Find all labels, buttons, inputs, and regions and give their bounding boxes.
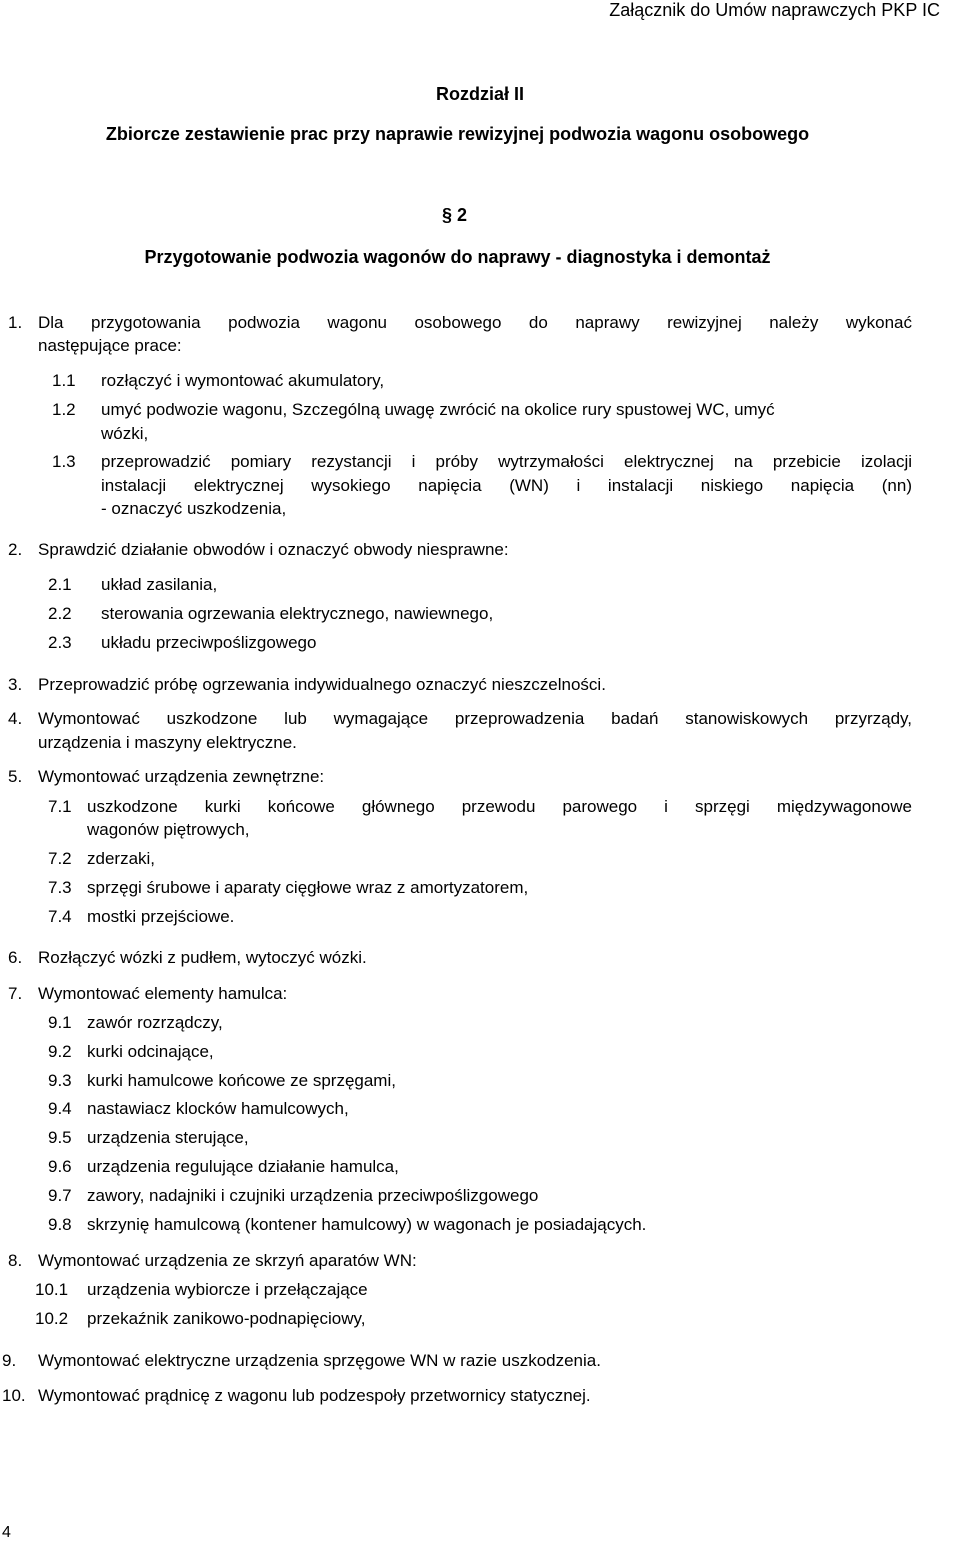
item-2-number: 2. <box>8 540 23 559</box>
item-7-6-text: urządzenia regulujące działanie hamulca, <box>87 1157 399 1176</box>
item-7-4-text: nastawiacz klocków hamulcowych, <box>87 1099 349 1118</box>
item-1-number: 1. <box>8 313 23 332</box>
item-4-number: 4. <box>8 709 23 728</box>
item-7-7-number: 9.7 <box>48 1186 72 1205</box>
item-2-3-number: 2.3 <box>48 633 72 652</box>
item-7-8-number: 9.8 <box>48 1215 72 1234</box>
item-1-3-number: 1.3 <box>52 452 76 471</box>
item-8-2-number: 10.2 <box>35 1309 69 1328</box>
item-5-text: Wymontować urządzenia zewnętrzne: <box>38 767 325 786</box>
document-title: Zbiorcze zestawienie prac przy naprawie rewizyjnej podwozia wagonu osobowego <box>105 124 810 144</box>
item-8-1-number: 10.1 <box>35 1280 69 1299</box>
item-7-8-text: skrzynię hamulcową (kontener hamulcowy) w wagonach je posiadających. <box>87 1215 647 1234</box>
item-2-1-text: układ zasilania, <box>101 575 218 594</box>
item-5-4-number: 7.4 <box>48 907 72 926</box>
section-number: 2 <box>457 205 468 225</box>
section-symbol <box>442 205 467 226</box>
item-7-6-number: 9.6 <box>48 1157 72 1176</box>
page-number: 4 <box>2 1524 11 1541</box>
item-2-2-text: sterowania ogrzewania elektrycznego, nawiewnego, <box>101 604 494 623</box>
item-5-2-number: 7.2 <box>48 849 72 868</box>
item-7-2-number: 9.2 <box>48 1042 72 1061</box>
item-7-3-text: kurki hamulcowe końcowe ze sprzęgami, <box>87 1071 396 1090</box>
item-6-text: Rozłączyć wózki z pudłem, wytoczyć wózki. <box>38 948 367 967</box>
item-5-3-number: 7.3 <box>48 878 72 897</box>
item-5-3-text: sprzęgi śrubowe i aparaty cięgłowe wraz z amortyzatorem, <box>87 878 529 897</box>
item-10-text: Wymontować prądnicę z wagonu lub podzespoły przetwornicy statycznej. <box>38 1386 591 1405</box>
item-2-text: Sprawdzić działanie obwodów i oznaczyć obwody niesprawne: <box>38 540 509 559</box>
item-2-2-number: 2.2 <box>48 604 72 623</box>
item-5-1-text-line1: uszkodzone kurki końcowe głównego przewodu parowego i sprzęgi międzywagonowe <box>87 797 912 816</box>
item-8-text: Wymontować urządzenia ze skrzyń aparatów WN: <box>38 1251 417 1270</box>
item-1-3-text-line2: instalacji elektrycznej wysokiego napięcia (WN) i instalacji niskiego napięcia (nn) <box>101 476 912 495</box>
item-2-3-text: układu przeciwpoślizgowego <box>101 633 317 652</box>
chapter-title: Rozdział II <box>435 84 524 104</box>
item-7-2-text: kurki odcinające, <box>87 1042 214 1061</box>
item-10-number: 10. <box>2 1386 26 1405</box>
item-3-number: 3. <box>8 675 23 694</box>
item-8-2-text: przekaźnik zanikowo-podnapięciowy, <box>87 1309 366 1328</box>
item-1-3-text-line1: przeprowadzić pomiary rezystancji i próby wytrzymałości elektrycznej na przebicie izolacji <box>101 452 912 471</box>
item-9-number: 9. <box>2 1351 17 1370</box>
item-8-number: 8. <box>8 1251 23 1270</box>
item-7-1-number: 9.1 <box>48 1013 72 1032</box>
item-1-3-text-line3: - oznaczyć uszkodzenia, <box>101 499 287 518</box>
item-7-1-text: zawór rozrządczy, <box>87 1013 223 1032</box>
item-4-text-line2: urządzenia i maszyny elektryczne. <box>38 733 297 752</box>
item-6-number: 6. <box>8 948 23 967</box>
item-2-1-number: 2.1 <box>48 575 72 594</box>
item-4-text-line1: Wymontować uszkodzone lub wymagające przeprowadzenia badań stanowiskowych przyrządy, <box>38 709 912 728</box>
item-5-4-text: mostki przejściowe. <box>87 907 235 926</box>
item-5-number: 5. <box>8 767 23 786</box>
item-1-2-text-line1: umyć podwozie wagonu, Szczególną uwagę zwrócić na okolice rury spustowej WC, umyć <box>101 400 775 419</box>
item-3-text: Przeprowadzić próbę ogrzewania indywidualnego oznaczyć nieszczelności. <box>38 675 606 694</box>
item-1-text-line1: Dla przygotowania podwozia wagonu osobowego do naprawy rewizyjnej należy wykonać <box>38 313 912 332</box>
item-1-2-number: 1.2 <box>52 400 76 419</box>
item-9-text: Wymontować elektryczne urządzenia sprzęgowe WN w razie uszkodzenia. <box>38 1351 601 1370</box>
section-title: Przygotowanie podwozia wagonów do naprawy - diagnostyka i demontaż <box>144 247 771 267</box>
item-1-text-line2: następujące prace: <box>38 336 182 355</box>
page-header-title: Załącznik do Umów naprawczych PKP IC <box>609 0 940 20</box>
item-7-4-number: 9.4 <box>48 1099 72 1118</box>
item-7-5-number: 9.5 <box>48 1128 72 1147</box>
item-7-3-number: 9.3 <box>48 1071 72 1090</box>
item-5-1-number: 7.1 <box>48 797 72 816</box>
item-5-1-text-line2: wagonów piętrowych, <box>87 820 250 839</box>
item-5-2-text: zderzaki, <box>87 849 156 868</box>
item-7-5-text: urządzenia sterujące, <box>87 1128 249 1147</box>
item-7-number: 7. <box>8 984 23 1003</box>
item-1-1-number: 1.1 <box>52 371 76 390</box>
item-1-1-text: rozłączyć i wymontować akumulatory, <box>101 371 385 390</box>
item-1-2-text-line2: wózki, <box>101 424 149 443</box>
item-7-text: Wymontować elementy hamulca: <box>38 984 288 1003</box>
item-7-7-text: zawory, nadajniki i czujniki urządzenia przeciwpoślizgowego <box>87 1186 539 1205</box>
item-8-1-text: urządzenia wybiorcze i przełączające <box>87 1280 368 1299</box>
section-sign: § <box>442 205 453 225</box>
